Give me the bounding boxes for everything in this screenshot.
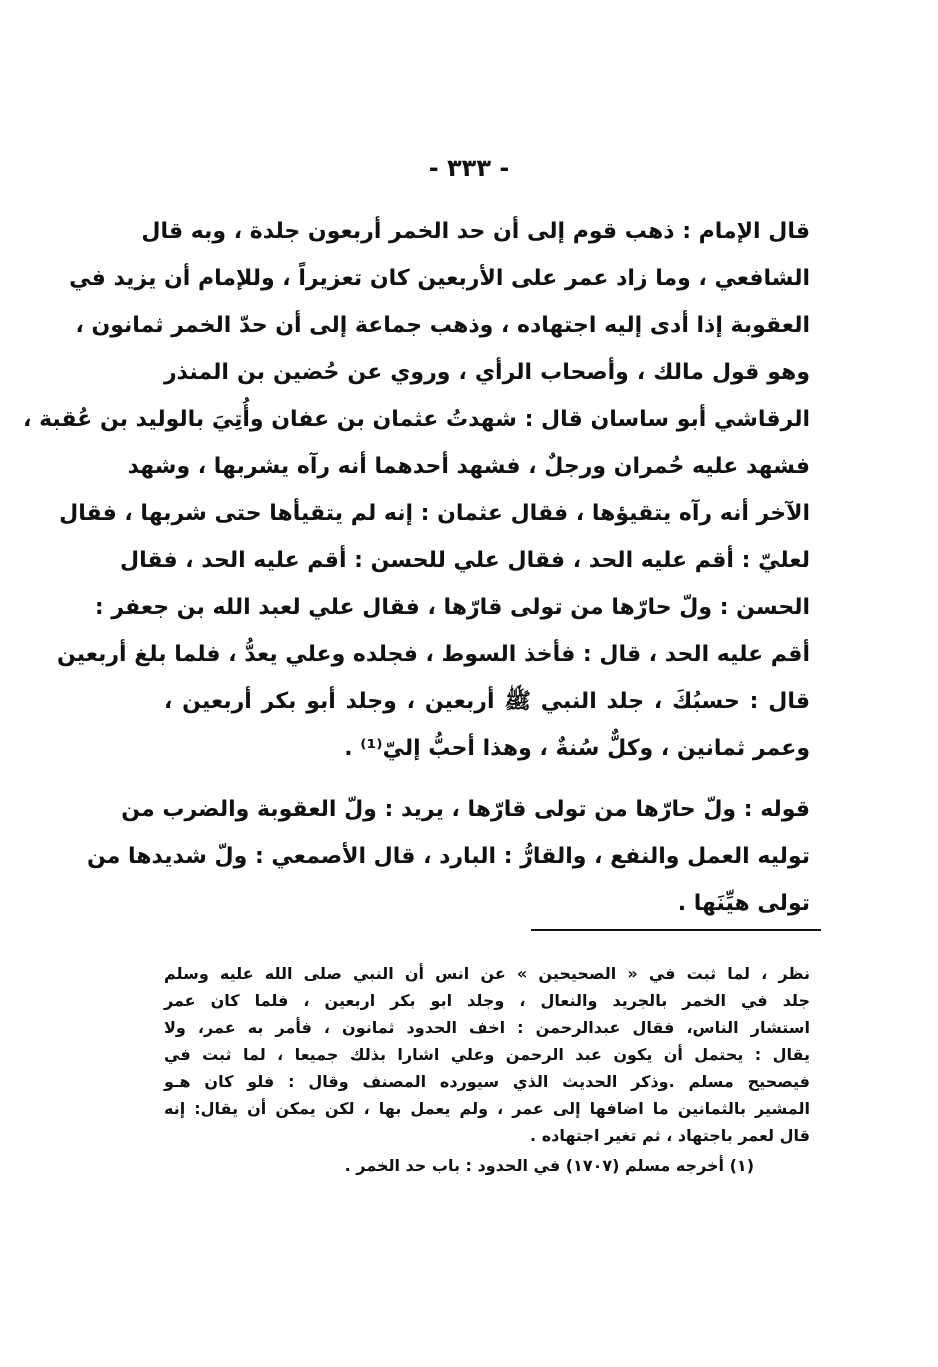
text-line: قال الإمام : ذهب قوم إلى أن حد الخمر أربعون جلدة ، وبه قال xyxy=(141,219,810,244)
footnote-line: يقال : يحتمل أن يكون عبد الرحمن وعلي اشارا بذلك جميعا ، لما ثبت في xyxy=(164,1045,810,1064)
text-line: تولى هيِّنَها . xyxy=(677,891,810,916)
text-line: العقوبة إذا أدى إليه اجتهاده ، وذهب جماعة إلى أن حدّ الخمر ثمانون ، xyxy=(75,313,810,338)
text-line: وعمر ثمانين ، وكلٌّ سُنةٌ ، وهذا أحبُّ إليّ⁽¹⁾ . xyxy=(344,736,810,761)
paragraph-2 xyxy=(86,786,810,927)
footnote-line: نظر ، لما ثبت في « الصحيحين » عن انس أن النبي صلى الله عليه وسلم xyxy=(164,964,810,983)
footnotes xyxy=(164,960,810,1181)
text-line: الشافعي ، وما زاد عمر على الأربعين كان تعزيراً ، وللإمام أن يزيد في xyxy=(69,266,810,291)
text-line: الحسن : ولّ حارّها من تولى قارّها ، فقال علي لعبد الله بن جعفر : xyxy=(94,595,810,620)
text-line: قال : حسبُكَ ، جلد النبي ﷺ أربعين ، وجلد أبو بكر أربعين ، xyxy=(164,689,810,714)
footnote-divider xyxy=(531,929,821,931)
text-line: توليه العمل والنفع ، والقارُّ : البارد ، قال الأصمعي : ولّ شديدها من xyxy=(86,844,810,869)
footnote-1: (١) أخرجه مسلم (١٧٠٧) في الحدود : باب حد الخمر . xyxy=(344,1156,754,1175)
footnote-line: قال لعمر باجتهاد ، ثم تغير اجتهاده . xyxy=(530,1126,810,1145)
text-line: لعليّ : أقم عليه الحد ، فقال علي للحسن : أقم عليه الحد ، فقال xyxy=(120,548,810,573)
paragraph-1 xyxy=(23,208,810,772)
text-line: فشهد عليه حُمران ورجلٌ ، فشهد أحدهما أنه رآه يشربها ، وشهد xyxy=(127,454,810,479)
page-number: - ٣٣٣ - xyxy=(428,154,510,182)
footnote-line: فيصحيح مسلم .وذكر الحديث الذي سيورده المصنف وقال : فلو كان هـو xyxy=(164,1072,810,1091)
text-line: الآخر أنه رآه يتقيؤها ، فقال عثمان : إنه لم يتقيأها حتى شربها ، فقال xyxy=(59,501,810,526)
footnote-line: المشير بالثمانين ما اضافها إلى عمر ، ولم يعمل بها ، لكن يمكن أن يقال: إنه xyxy=(164,1099,810,1118)
paragraph-gap xyxy=(164,772,810,786)
main-text xyxy=(23,208,810,927)
text-line: الرقاشي أبو ساسان قال : شهدتُ عثمان بن عفان وأُتِيَ بالوليد بن عُقبة ، xyxy=(23,407,810,432)
text-line: قوله : ولّ حارّها من تولى قارّها ، يريد : ولّ العقوبة والضرب من xyxy=(121,797,810,822)
footnote-line: جلد في الخمر بالجريد والنعال ، وجلد ابو بكر اربعين ، فلما كان عمر xyxy=(164,991,810,1010)
text-line: أقم عليه الحد ، قال : فأخذ السوط ، فجلده وعلي يعدُّ ، فلما بلغ أربعين xyxy=(56,642,810,667)
footnote-line: استشار الناس، فقال عبدالرحمن : اخف الحدود ثمانون ، فأمر به عمر، ولا xyxy=(164,1018,810,1037)
text-line: وهو قول مالك ، وأصحاب الرأي ، وروي عن حُضين بن المنذر xyxy=(164,360,810,385)
